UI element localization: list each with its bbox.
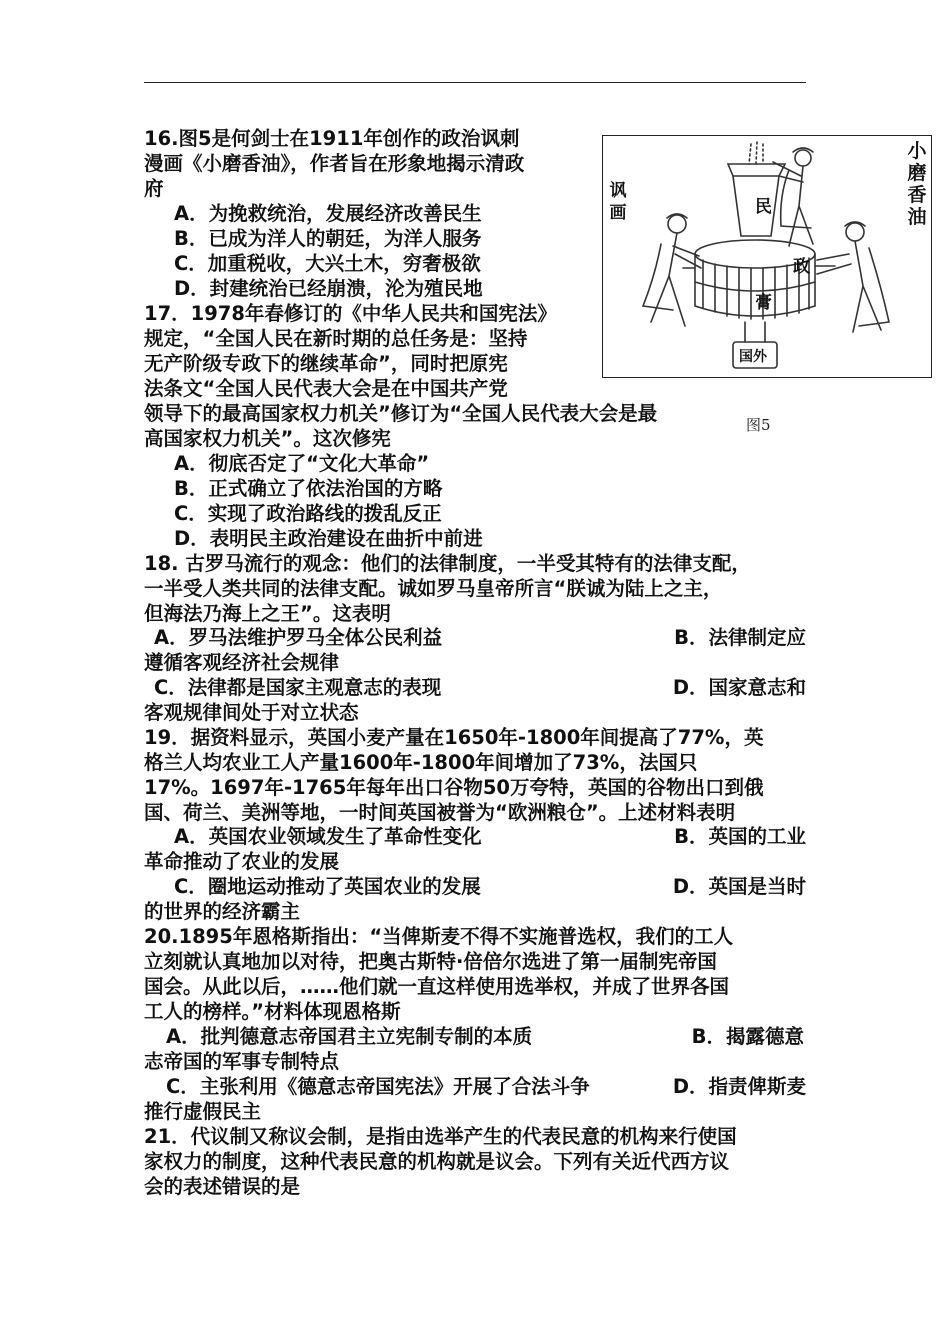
title-char-2: 磨 [907, 162, 927, 184]
q20-stem-line4: 工人的榜样。”材料体现恩格斯 [144, 1000, 401, 1023]
figure-caption: 图5 [746, 416, 771, 434]
q20-option-b-cont: 志帝国的军事专制特点 [144, 1050, 340, 1073]
q20-option-d-cont: 推行虚假民主 [144, 1100, 262, 1123]
q17-stem-line6: 高国家权力机关”。这次修宪 [144, 427, 391, 450]
q19-option-c[interactable]: C．圈地运动推动了英国农业的发展 [174, 875, 481, 898]
label-min: 民 [755, 197, 772, 217]
q21-stem-line1: 21．代议制又称议会制，是指由选举产生的代表民意的机构来行使国 [144, 1125, 737, 1148]
label-fu: 膏 [755, 293, 772, 313]
title-char-3: 香 [907, 184, 927, 206]
q20-options-cd [166, 1074, 806, 1099]
q17-option-b[interactable]: B．正式确立了依法治国的方略 [174, 477, 443, 500]
q16-option-b[interactable]: B．已成为洋人的朝廷，为洋人服务 [174, 227, 482, 250]
label-zheng: 政 [793, 257, 810, 277]
q20-option-c[interactable]: C．主张利用《德意志帝国宪法》开展了合法斗争 [166, 1075, 590, 1098]
q20-stem-line3: 国会。从此以后，……他们就一直这样使用选举权，并成了世界各国 [144, 975, 730, 998]
q18-options-ab [154, 625, 806, 650]
satire-char-1: 讽 [609, 181, 627, 201]
q17-option-a[interactable]: A．彻底否定了“文化大革命” [174, 452, 430, 475]
q18-options-cd [154, 675, 806, 700]
q18-option-c[interactable]: C．法律都是国家主观意志的表现 [154, 676, 442, 699]
q16-option-a[interactable]: A．为挽救统治，发展经济改善民生 [174, 202, 482, 225]
q19-stem-line2: 格兰人均农业工人产量1600年-1800年间增加了73%，法国只 [144, 751, 698, 774]
q19-stem-line1: 19．据资料显示，英国小麦产量在1650年-1800年间提高了77%，英 [144, 726, 764, 749]
q17-stem-line4: 法条文“全国人民代表大会是在中国共产党 [144, 377, 508, 400]
q20-option-d[interactable]: D．指责俾斯麦 [672, 1075, 806, 1098]
q20-options-ab [166, 1024, 804, 1049]
label-guowai: 国外 [739, 349, 767, 365]
q18-option-d-cont: 客观规律间处于对立状态 [144, 701, 359, 724]
q21-stem-line2: 家权力的制度，这种代表民意的机构就是议会。下列有关近代西方议 [144, 1150, 730, 1173]
q16-stem-line2: 漫画《小磨香油》，作者旨在形象地揭示清政 [144, 152, 525, 175]
q17-option-d[interactable]: D．表明民主政治建设在曲折中前进 [174, 527, 483, 550]
q19-option-b[interactable]: B．英国的工业 [674, 825, 806, 848]
title-char-4: 油 [907, 206, 927, 228]
q16-option-c[interactable]: C．加重税收，大兴土木，穷奢极欲 [174, 252, 481, 275]
q20-stem-line1: 20.1895年恩格斯指出：“当俾斯麦不得不实施普选权，我们的工人 [144, 925, 734, 948]
q18-option-d[interactable]: D．国家意志和 [672, 676, 806, 699]
q16-stem-line3: 府 [144, 177, 164, 200]
q17-stem-line3: 无产阶级专政下的继续革命”，同时把原宪 [144, 352, 508, 375]
q19-option-d[interactable]: D．英国是当时 [672, 875, 806, 898]
q17-stem-line2: 规定，“全国人民在新时期的总任务是：坚持 [144, 327, 528, 350]
q18-option-b[interactable]: B．法律制定应 [674, 626, 806, 649]
q19-stem-line4: 国、荷兰、美洲等地，一时间英国被誉为“欧洲粮仓”。上述材料表明 [144, 801, 736, 824]
q20-option-a[interactable]: A．批判德意志帝国君主立宪制专制的本质 [166, 1025, 533, 1048]
q17-stem-line5: 领导下的最高国家权力机关”修订为“全国人民代表大会是最 [144, 402, 658, 425]
header-rule [144, 82, 806, 83]
q16-option-d[interactable]: D．封建统治已经崩溃，沦为殖民地 [174, 277, 483, 300]
q18-option-a[interactable]: A．罗马法维护罗马全体公民利益 [154, 626, 443, 649]
q18-option-b-cont: 遵循客观经济社会规律 [144, 651, 340, 674]
satire-char-2: 画 [609, 203, 627, 223]
q21-stem-line3: 会的表述错误的是 [144, 1175, 301, 1198]
q19-option-a[interactable]: A．英国农业领域发生了革命性变化 [174, 825, 482, 848]
q19-option-d-cont: 的世界的经济霸主 [144, 900, 301, 923]
title-char-1: 小 [907, 140, 927, 162]
q17-option-c[interactable]: C．实现了政治路线的拨乱反正 [174, 502, 442, 525]
q19-options-cd [174, 874, 806, 899]
q16-stem-line1: 16.图5是何剑士在1911年创作的政治讽刺 [144, 127, 520, 150]
q19-stem-line3: 17%。1697年-1765年每年出口谷物50万夸特，英国的谷物出口到俄 [144, 776, 764, 799]
q17-stem-line1: 17．1978年春修订的《中华人民共和国宪法》 [144, 302, 557, 325]
q20-stem-line2: 立刻就认真地加以对待，把奥古斯特·倍倍尔选进了第一届制宪帝国 [144, 950, 717, 973]
q19-options-ab [174, 824, 806, 849]
q18-stem-line2: 一半受人类共同的法律支配。诚如罗马皇帝所言“朕诚为陆上之主， [144, 577, 723, 600]
q18-stem-line3: 但海法乃海上之王”。这表明 [144, 602, 391, 625]
q18-stem-line1: 18. 古罗马流行的观念：他们的法律制度，一半受其特有的法律支配， [144, 552, 751, 575]
q20-option-b[interactable]: B．揭露德意 [691, 1025, 804, 1048]
q19-option-b-cont: 革命推动了农业的发展 [144, 850, 340, 873]
